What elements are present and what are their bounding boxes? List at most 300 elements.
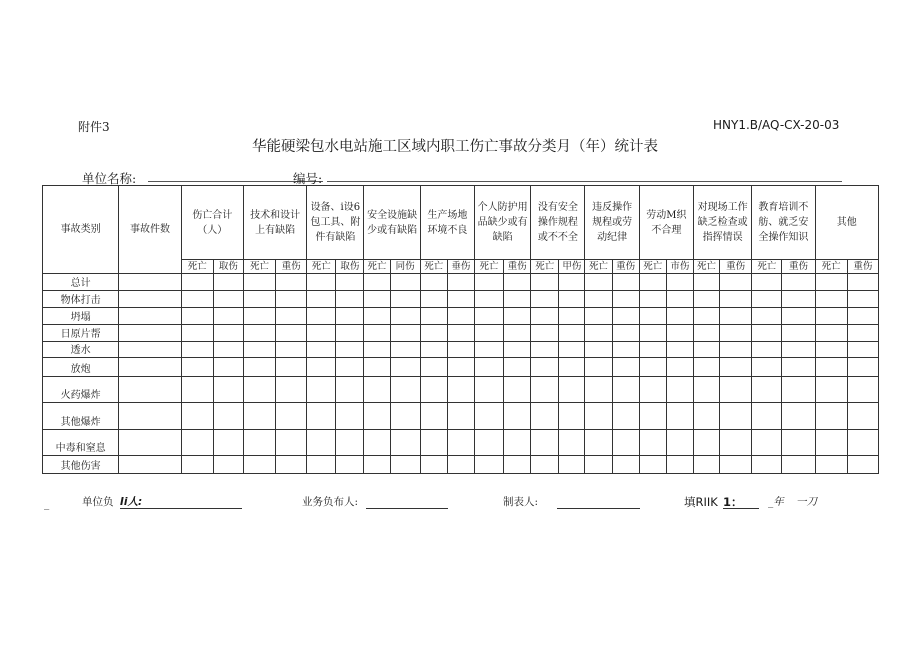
- table-cell[interactable]: [243, 403, 275, 430]
- table-cell[interactable]: [364, 342, 390, 358]
- table-cell[interactable]: [531, 325, 559, 342]
- table-cell[interactable]: [752, 430, 782, 456]
- table-cell[interactable]: [693, 274, 719, 291]
- table-cell[interactable]: [782, 358, 815, 377]
- table-cell[interactable]: [243, 274, 275, 291]
- table-cell[interactable]: [420, 325, 447, 342]
- header-sub-7-1: 重伤: [612, 260, 639, 274]
- table-cell[interactable]: [336, 456, 364, 474]
- table-cell[interactable]: [585, 342, 612, 358]
- table-cell[interactable]: [585, 308, 612, 325]
- table-cell[interactable]: [336, 403, 364, 430]
- table-cell[interactable]: [213, 308, 243, 325]
- table-cell[interactable]: [276, 291, 307, 308]
- table-cell[interactable]: [815, 377, 847, 403]
- table-cell[interactable]: [815, 456, 847, 474]
- table-cell[interactable]: [119, 358, 181, 377]
- table-cell[interactable]: [243, 377, 275, 403]
- table-cell[interactable]: [559, 274, 585, 291]
- header-accident-type: 事故类别: [43, 186, 119, 274]
- table-cell[interactable]: [531, 342, 559, 358]
- table-cell[interactable]: [504, 342, 531, 358]
- table-cell[interactable]: [336, 291, 364, 308]
- table-cell[interactable]: [390, 430, 420, 456]
- table-cell[interactable]: [585, 430, 612, 456]
- table-cell[interactable]: [720, 342, 752, 358]
- table-cell[interactable]: [666, 274, 693, 291]
- table-cell[interactable]: [336, 325, 364, 342]
- table-cell[interactable]: [307, 403, 336, 430]
- header-sub-6-1: 甲伤: [559, 260, 585, 274]
- number-field[interactable]: [327, 181, 842, 182]
- table-cell[interactable]: [447, 325, 474, 342]
- table-cell[interactable]: [693, 358, 719, 377]
- table-cell[interactable]: [612, 274, 639, 291]
- table-cell[interactable]: [639, 358, 666, 377]
- table-cell[interactable]: [693, 308, 719, 325]
- table-cell[interactable]: [815, 342, 847, 358]
- table-cell[interactable]: [720, 291, 752, 308]
- table-cell[interactable]: [181, 291, 213, 308]
- table-cell[interactable]: [119, 456, 181, 474]
- table-cell[interactable]: [364, 456, 390, 474]
- table-cell[interactable]: [559, 377, 585, 403]
- preparer-signature-field[interactable]: [557, 508, 640, 509]
- table-cell[interactable]: [364, 308, 390, 325]
- header-sub-10-1: 重伤: [782, 260, 815, 274]
- table-cell[interactable]: [213, 291, 243, 308]
- table-cell[interactable]: [847, 308, 878, 325]
- table-cell[interactable]: [119, 342, 181, 358]
- document-title: 华能硬梁包水电站施工区域内职工伤亡事故分类月（年）统计表: [252, 139, 658, 155]
- table-cell[interactable]: [336, 342, 364, 358]
- table-row: [43, 342, 879, 358]
- business-head-signature-field[interactable]: [366, 508, 448, 509]
- preparer-label: 制表人:: [503, 496, 539, 508]
- header-sub-11-0: 死亡: [815, 260, 847, 274]
- table-cell[interactable]: [559, 325, 585, 342]
- table-cell[interactable]: [559, 430, 585, 456]
- row-label: 火药爆炸: [43, 377, 119, 403]
- header-sub-0-1: 取伤: [213, 260, 243, 274]
- table-cell[interactable]: [847, 456, 878, 474]
- table-cell[interactable]: [752, 377, 782, 403]
- table-cell[interactable]: [782, 456, 815, 474]
- table-cell[interactable]: [612, 291, 639, 308]
- table-cell[interactable]: [474, 274, 503, 291]
- table-cell[interactable]: [815, 403, 847, 430]
- table-cell[interactable]: [720, 430, 752, 456]
- table-cell[interactable]: [447, 274, 474, 291]
- table-cell[interactable]: [390, 456, 420, 474]
- table-cell[interactable]: [612, 456, 639, 474]
- table-cell[interactable]: [447, 377, 474, 403]
- table-cell[interactable]: [243, 291, 275, 308]
- table-cell[interactable]: [474, 325, 503, 342]
- table-cell[interactable]: [364, 358, 390, 377]
- table-cell[interactable]: [364, 274, 390, 291]
- table-cell[interactable]: [447, 308, 474, 325]
- header-sub-5-1: 重伤: [504, 260, 531, 274]
- header-cause-1: 技术和设计上有缺陷: [243, 186, 306, 260]
- table-cell[interactable]: [420, 291, 447, 308]
- table-cell[interactable]: [847, 342, 878, 358]
- table-cell[interactable]: [782, 308, 815, 325]
- table-cell[interactable]: [213, 456, 243, 474]
- table-cell[interactable]: [420, 403, 447, 430]
- table-cell[interactable]: [666, 291, 693, 308]
- table-cell[interactable]: [782, 274, 815, 291]
- table-cell[interactable]: [782, 403, 815, 430]
- table-cell[interactable]: [752, 325, 782, 342]
- table-cell[interactable]: [447, 456, 474, 474]
- table-cell[interactable]: [364, 430, 390, 456]
- signature-footer: [0, 494, 920, 514]
- table-cell[interactable]: [364, 291, 390, 308]
- table-cell[interactable]: [531, 456, 559, 474]
- table-cell[interactable]: [752, 274, 782, 291]
- table-cell[interactable]: [693, 456, 719, 474]
- table-cell[interactable]: [119, 308, 181, 325]
- table-cell[interactable]: [639, 456, 666, 474]
- table-cell[interactable]: [181, 430, 213, 456]
- table-cell[interactable]: [276, 274, 307, 291]
- table-cell[interactable]: [504, 308, 531, 325]
- table-cell[interactable]: [752, 308, 782, 325]
- table-cell[interactable]: [815, 291, 847, 308]
- statistics-table: [42, 185, 879, 474]
- table-cell[interactable]: [243, 308, 275, 325]
- header-sub-11-1: 重伤: [847, 260, 878, 274]
- table-cell[interactable]: [585, 377, 612, 403]
- table-cell[interactable]: [666, 358, 693, 377]
- table-cell[interactable]: [390, 403, 420, 430]
- table-cell[interactable]: [119, 325, 181, 342]
- table-cell[interactable]: [390, 358, 420, 377]
- table-cell[interactable]: [474, 358, 503, 377]
- table-cell[interactable]: [666, 456, 693, 474]
- header-cause-10: 教育培训不舫、就乏安全操作知识: [752, 186, 815, 260]
- header-sub-9-1: 重伤: [720, 260, 752, 274]
- table-cell[interactable]: [720, 325, 752, 342]
- table-cell[interactable]: [276, 430, 307, 456]
- header-cause-11: 其他: [815, 186, 878, 260]
- table-cell[interactable]: [447, 358, 474, 377]
- table-cell[interactable]: [559, 342, 585, 358]
- table-cell[interactable]: [276, 342, 307, 358]
- table-cell[interactable]: [693, 325, 719, 342]
- table-cell[interactable]: [752, 291, 782, 308]
- table-cell[interactable]: [815, 325, 847, 342]
- table-cell[interactable]: [531, 403, 559, 430]
- table-cell[interactable]: [720, 403, 752, 430]
- table-cell[interactable]: [447, 430, 474, 456]
- table-cell[interactable]: [420, 308, 447, 325]
- table-cell[interactable]: [585, 358, 612, 377]
- header-sub-8-0: 死亡: [639, 260, 666, 274]
- table-cell[interactable]: [666, 430, 693, 456]
- table-row: [43, 377, 879, 403]
- table-cell[interactable]: [639, 430, 666, 456]
- table-cell[interactable]: [752, 342, 782, 358]
- table-cell[interactable]: [847, 377, 878, 403]
- table-cell[interactable]: [307, 377, 336, 403]
- table-cell[interactable]: [390, 274, 420, 291]
- table-cell[interactable]: [639, 342, 666, 358]
- table-cell[interactable]: [639, 291, 666, 308]
- table-cell[interactable]: [585, 325, 612, 342]
- unit-head-signature-field[interactable]: [120, 508, 242, 509]
- table-cell[interactable]: [390, 308, 420, 325]
- table-cell[interactable]: [213, 358, 243, 377]
- table-cell[interactable]: [720, 358, 752, 377]
- table-row: [43, 291, 879, 308]
- table-cell[interactable]: [612, 342, 639, 358]
- table-cell[interactable]: [585, 403, 612, 430]
- table-cell[interactable]: [181, 308, 213, 325]
- table-cell[interactable]: [420, 358, 447, 377]
- table-cell[interactable]: [559, 358, 585, 377]
- table-cell[interactable]: [307, 456, 336, 474]
- table-cell[interactable]: [420, 377, 447, 403]
- table-cell[interactable]: [390, 377, 420, 403]
- table-cell[interactable]: [243, 430, 275, 456]
- table-cell[interactable]: [307, 308, 336, 325]
- table-cell[interactable]: [213, 403, 243, 430]
- table-cell[interactable]: [390, 291, 420, 308]
- table-cell[interactable]: [815, 308, 847, 325]
- table-cell[interactable]: [213, 430, 243, 456]
- table-cell[interactable]: [504, 403, 531, 430]
- table-cell[interactable]: [504, 377, 531, 403]
- table-cell[interactable]: [847, 403, 878, 430]
- table-cell[interactable]: [752, 358, 782, 377]
- table-cell[interactable]: [782, 291, 815, 308]
- table-cell[interactable]: [612, 403, 639, 430]
- table-cell[interactable]: [612, 358, 639, 377]
- table-cell[interactable]: [847, 430, 878, 456]
- table-cell[interactable]: [276, 456, 307, 474]
- table-cell[interactable]: [364, 325, 390, 342]
- table-cell[interactable]: [307, 291, 336, 308]
- table-cell[interactable]: [474, 308, 503, 325]
- table-cell[interactable]: [181, 377, 213, 403]
- table-cell[interactable]: [720, 274, 752, 291]
- table-cell[interactable]: [531, 358, 559, 377]
- table-cell[interactable]: [782, 325, 815, 342]
- table-cell[interactable]: [504, 274, 531, 291]
- row-label: 透水: [43, 342, 119, 358]
- table-cell[interactable]: [847, 358, 878, 377]
- table-cell[interactable]: [474, 430, 503, 456]
- table-cell[interactable]: [213, 274, 243, 291]
- table-cell[interactable]: [720, 308, 752, 325]
- table-cell[interactable]: [531, 274, 559, 291]
- unit-head-label: 单位负: [82, 496, 114, 508]
- table-cell[interactable]: [504, 456, 531, 474]
- table-cell[interactable]: [531, 377, 559, 403]
- table-cell[interactable]: [752, 403, 782, 430]
- table-cell[interactable]: [390, 325, 420, 342]
- table-cell[interactable]: [531, 430, 559, 456]
- table-cell[interactable]: [585, 456, 612, 474]
- table-cell[interactable]: [504, 358, 531, 377]
- table-cell[interactable]: [181, 342, 213, 358]
- table-cell[interactable]: [693, 430, 719, 456]
- table-cell[interactable]: [474, 377, 503, 403]
- table-cell[interactable]: [364, 403, 390, 430]
- table-cell[interactable]: [847, 291, 878, 308]
- table-cell[interactable]: [585, 274, 612, 291]
- table-cell[interactable]: [420, 456, 447, 474]
- table-cell[interactable]: [666, 308, 693, 325]
- table-cell[interactable]: [364, 377, 390, 403]
- table-cell[interactable]: [782, 342, 815, 358]
- header-sub-0-0: 死亡: [181, 260, 213, 274]
- table-row: [43, 456, 879, 474]
- table-cell[interactable]: [336, 377, 364, 403]
- table-cell[interactable]: [720, 377, 752, 403]
- table-cell[interactable]: [666, 325, 693, 342]
- header-cause-3: 安全设施缺少或有缺陷: [364, 186, 420, 260]
- header-sub-6-0: 死亡: [531, 260, 559, 274]
- table-cell[interactable]: [243, 325, 275, 342]
- table-cell[interactable]: [531, 308, 559, 325]
- table-cell[interactable]: [307, 325, 336, 342]
- table-cell[interactable]: [119, 274, 181, 291]
- table-cell[interactable]: [307, 274, 336, 291]
- table-cell[interactable]: [447, 342, 474, 358]
- table-cell[interactable]: [276, 325, 307, 342]
- fill-date-day: 1：: [723, 495, 743, 509]
- header-accident-count: 事故件数: [119, 186, 181, 274]
- table-cell[interactable]: [307, 342, 336, 358]
- table-row: [43, 403, 879, 430]
- table-cell[interactable]: [181, 274, 213, 291]
- table-cell[interactable]: [693, 342, 719, 358]
- table-cell[interactable]: [612, 325, 639, 342]
- table-cell[interactable]: [720, 456, 752, 474]
- fill-date-field[interactable]: [723, 508, 759, 509]
- table-cell[interactable]: [693, 403, 719, 430]
- table-cell[interactable]: [307, 430, 336, 456]
- table-cell[interactable]: [815, 274, 847, 291]
- table-cell[interactable]: [213, 342, 243, 358]
- table-cell[interactable]: [639, 377, 666, 403]
- table-cell[interactable]: [181, 456, 213, 474]
- table-cell[interactable]: [693, 377, 719, 403]
- table-cell[interactable]: [276, 308, 307, 325]
- table-cell[interactable]: [639, 325, 666, 342]
- row-label: 日原片帮: [43, 325, 119, 342]
- table-cell[interactable]: [782, 430, 815, 456]
- table-cell[interactable]: [693, 291, 719, 308]
- table-cell[interactable]: [559, 291, 585, 308]
- row-label: 总计: [43, 274, 119, 291]
- table-cell[interactable]: [336, 358, 364, 377]
- header-cause-8: 劳动M织不合理: [639, 186, 693, 260]
- table-cell[interactable]: [119, 291, 181, 308]
- table-cell[interactable]: [752, 456, 782, 474]
- table-cell[interactable]: [666, 403, 693, 430]
- table-cell[interactable]: [847, 274, 878, 291]
- table-cell[interactable]: [612, 430, 639, 456]
- table-cell[interactable]: [815, 430, 847, 456]
- header-sub-4-1: 垂伤: [447, 260, 474, 274]
- table-cell[interactable]: [639, 274, 666, 291]
- table-cell[interactable]: [420, 342, 447, 358]
- table-cell[interactable]: [447, 403, 474, 430]
- header-sub-2-0: 死亡: [307, 260, 336, 274]
- table-cell[interactable]: [666, 377, 693, 403]
- table-cell[interactable]: [336, 274, 364, 291]
- table-cell[interactable]: [119, 377, 181, 403]
- table-cell[interactable]: [504, 291, 531, 308]
- table-cell[interactable]: [181, 403, 213, 430]
- table-cell[interactable]: [336, 308, 364, 325]
- table-cell[interactable]: [420, 430, 447, 456]
- table-cell[interactable]: [307, 358, 336, 377]
- table-cell[interactable]: [847, 325, 878, 342]
- header-sub-10-0: 死亡: [752, 260, 782, 274]
- table-cell[interactable]: [815, 358, 847, 377]
- table-cell[interactable]: [474, 342, 503, 358]
- header-cause-7: 违反操作规程或劳动纪律: [585, 186, 639, 260]
- table-cell[interactable]: [504, 430, 531, 456]
- table-cell[interactable]: [420, 274, 447, 291]
- table-cell[interactable]: [559, 403, 585, 430]
- table-cell[interactable]: [585, 291, 612, 308]
- table-row: [43, 325, 879, 342]
- table-cell[interactable]: [276, 403, 307, 430]
- table-cell[interactable]: [243, 358, 275, 377]
- business-head-label: 业务负布人:: [302, 496, 359, 508]
- table-cell[interactable]: [639, 308, 666, 325]
- table-cell[interactable]: [390, 342, 420, 358]
- table-cell[interactable]: [474, 403, 503, 430]
- table-cell[interactable]: [612, 308, 639, 325]
- table-cell[interactable]: [213, 377, 243, 403]
- header-sub-3-0: 死亡: [364, 260, 390, 274]
- header-cause-5: 个人防护用品缺少或有缺陷: [474, 186, 530, 260]
- table-cell[interactable]: [213, 325, 243, 342]
- table-cell[interactable]: [559, 308, 585, 325]
- header-sub-3-1: 同伤: [390, 260, 420, 274]
- table-cell[interactable]: [504, 325, 531, 342]
- table-cell[interactable]: [639, 403, 666, 430]
- table-cell[interactable]: [243, 456, 275, 474]
- table-cell[interactable]: [531, 291, 559, 308]
- table-cell[interactable]: [559, 456, 585, 474]
- table-cell[interactable]: [336, 430, 364, 456]
- table-cell[interactable]: [276, 358, 307, 377]
- table-cell[interactable]: [782, 377, 815, 403]
- table-cell[interactable]: [119, 403, 181, 430]
- table-cell[interactable]: [181, 358, 213, 377]
- table-row: [43, 274, 879, 291]
- table-cell[interactable]: [474, 291, 503, 308]
- table-cell[interactable]: [243, 342, 275, 358]
- year-label: _年: [768, 496, 784, 508]
- table-cell[interactable]: [119, 430, 181, 456]
- header-sub-5-0: 死亡: [474, 260, 503, 274]
- table-cell[interactable]: [612, 377, 639, 403]
- table-cell[interactable]: [447, 291, 474, 308]
- table-cell[interactable]: [666, 342, 693, 358]
- table-cell[interactable]: [181, 325, 213, 342]
- table-cell[interactable]: [474, 456, 503, 474]
- table-cell[interactable]: [276, 377, 307, 403]
